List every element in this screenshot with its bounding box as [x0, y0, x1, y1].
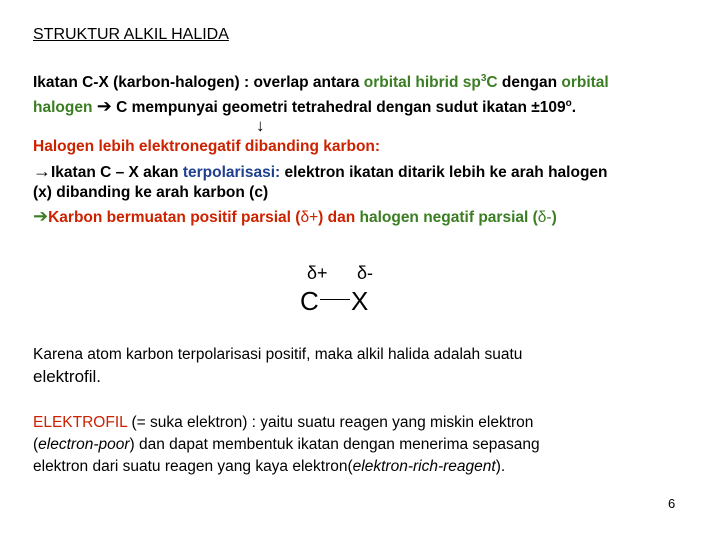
electron-rich-reagent-term: elektron-rich-reagent	[352, 458, 496, 475]
degree-superscript: o	[565, 97, 572, 109]
halogen-term: halogen	[33, 99, 93, 116]
text-segment: Ikatan C – X akan	[51, 164, 183, 181]
paren-close: ) dan	[318, 209, 360, 226]
right-arrow-icon: ➔	[33, 206, 49, 226]
paren-close: )	[551, 209, 557, 226]
partial-charge-line	[33, 206, 557, 227]
halogen-partial-negative-text: halogen negatif parsial (	[359, 209, 538, 226]
text-segment: (= suka elektron) : yaitu suatu reagen yang miskin elektron	[127, 414, 534, 431]
electrophile-definition-line-2	[33, 436, 540, 454]
period: .	[571, 99, 577, 116]
carbon-atom-label: C	[300, 286, 319, 316]
carbon-partial-positive-text: Karbon bermuatan positif parsial (	[48, 209, 301, 226]
polarization-line	[33, 161, 608, 182]
down-arrow-icon: ↓	[256, 116, 265, 135]
text-segment: ) dan dapat membentuk ikatan dengan menerima sepasang	[129, 436, 540, 453]
halogen-atom-label: X	[351, 286, 369, 316]
page-title: STRUKTUR ALKIL HALIDA	[33, 26, 229, 43]
text-segment: elektron ikatan ditarik lebih ke arah halogen	[280, 164, 608, 181]
delta-plus-symbol: δ+	[300, 209, 319, 226]
delta-plus-label: δ+	[307, 263, 328, 283]
paren-open: (	[33, 436, 39, 453]
electrophile-definition-line-3	[33, 458, 505, 476]
delta-minus-label: δ-	[357, 263, 374, 283]
text-segment: Ikatan C-X (karbon-halogen) : overlap antara	[33, 74, 364, 92]
electrophile-conclusion-line-2: elektrofil.	[33, 367, 102, 386]
polarized-term: terpolarisasi:	[182, 164, 281, 181]
right-arrow-icon: ➔	[96, 96, 112, 116]
text-segment: ).	[495, 458, 506, 475]
right-arrow-icon: →	[33, 161, 51, 181]
orbital-overlap-line-1	[33, 73, 609, 92]
electron-poor-term: electron-poor	[38, 436, 130, 453]
text-segment: elektron dari suatu reagen yang kaya elektron(	[33, 458, 353, 475]
hybrid-orbital-term	[364, 74, 498, 91]
delta-minus-symbol: δ-	[537, 209, 552, 226]
carbon-letter: C	[486, 74, 498, 92]
electrophile-definition-line-1	[33, 414, 533, 432]
polarization-line-2: (x) dibanding ke arah karbon (c)	[33, 184, 269, 201]
text-segment: C mempunyai geometri tetrahedral dengan sudut ikatan ±109	[111, 99, 566, 116]
text-segment: dengan	[497, 74, 562, 92]
electronegativity-heading: Halogen lebih elektronegatif dibanding karbon:	[33, 138, 381, 155]
electrophile-conclusion-line-1: Karena atom karbon terpolarisasi positif, maka alkil halida adalah suatu	[33, 346, 523, 363]
orbital-overlap-line-2	[33, 96, 576, 117]
superscript-three: 3	[480, 73, 487, 84]
page-number: 6	[668, 496, 676, 511]
electrophile-term: ELEKTROFIL	[33, 414, 128, 431]
orbital-term: orbital	[561, 74, 609, 92]
hybrid-orbital-text: orbital hibrid sp	[363, 74, 481, 92]
carbon-halogen-bond-line	[320, 299, 350, 300]
